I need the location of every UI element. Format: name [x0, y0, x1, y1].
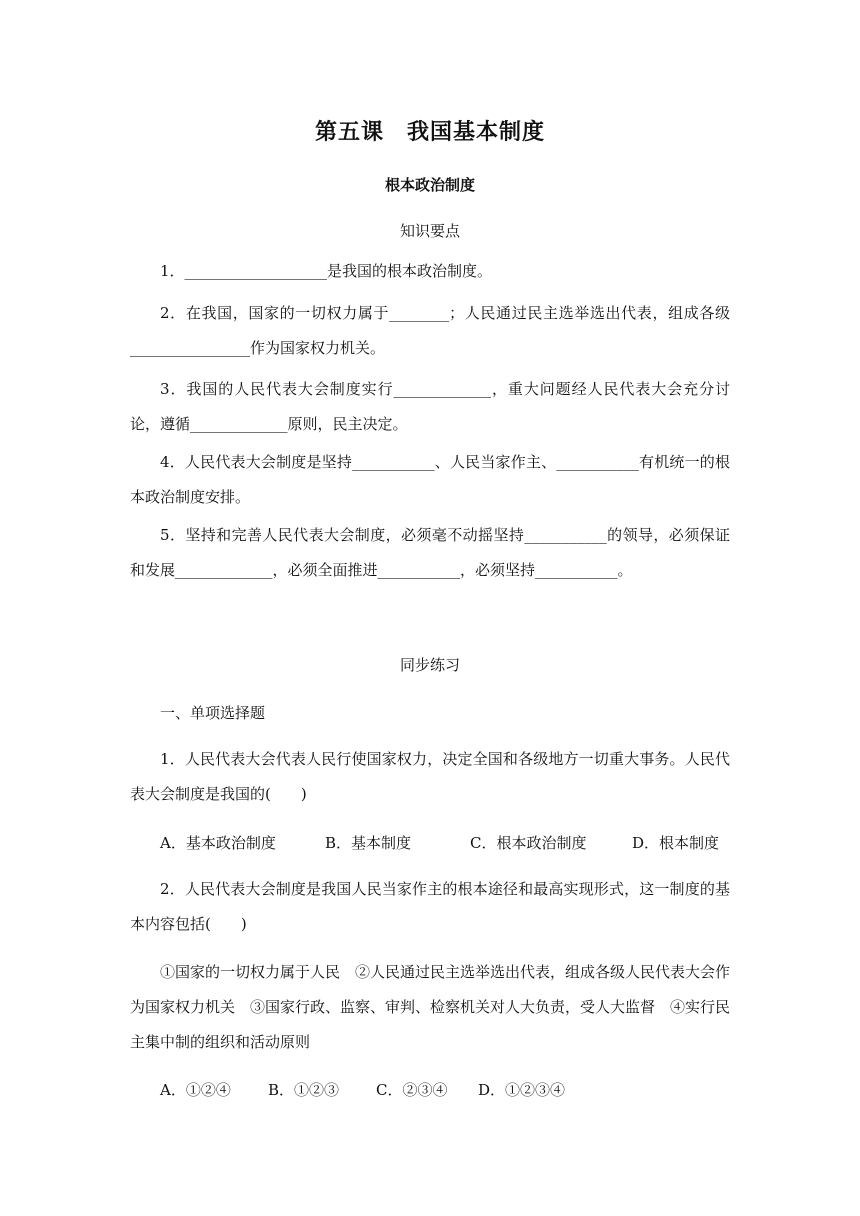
- knowledge-item-4: 4．人民代表大会制度是坚持___________、人民当家作主、___________有机统一的根本政治制度安排。: [130, 453, 730, 506]
- question-2-statements: ①国家的一切权力属于人民 ②人民通过民主选举选出代表，组成各级人民代表大会作为国家权力机关 ③国家行政、监察、审判、检察机关对人大负责，受人大监督 ④实行民主集中制的组织和活动原则: [130, 963, 731, 1051]
- question-2-options: [160, 1079, 565, 1100]
- knowledge-item-1: 1．___________________是我国的根本政治制度。: [160, 262, 493, 280]
- knowledge-item-5: 5．坚持和完善人民代表大会制度，必须毫不动摇坚持___________的领导，必须保证和发展_____________，必须全面推进___________，必须坚持___________。: [130, 526, 730, 579]
- option-c[interactable]: C．②③④: [376, 1081, 448, 1099]
- knowledge-item-3: 3．我国的人民代表大会制度实行_____________，重大问题经人民代表大会充分讨论，遵循_____________原则，民主决定。: [130, 380, 730, 433]
- option-d[interactable]: D．根本制度: [632, 834, 720, 852]
- question-2: 2．人民代表大会制度是我国人民当家作主的根本途径和最高实现形式，这一制度的基本内容包括( ): [130, 880, 730, 933]
- option-c[interactable]: C．根本政治制度: [470, 834, 587, 852]
- question-type-label: 一、单项选择题: [160, 704, 266, 722]
- option-a[interactable]: A．基本政治制度: [160, 834, 276, 852]
- option-d[interactable]: D．①②③④: [478, 1081, 566, 1099]
- question-1-options: [160, 832, 719, 853]
- section-subtitle: 根本政治制度: [384, 176, 475, 194]
- knowledge-item-2: 2．在我国，国家的一切权力属于________；人民通过民主选举选出代表，组成各级________________作为国家权力机关。: [130, 304, 730, 357]
- practice-heading: 同步练习: [399, 656, 460, 674]
- option-b[interactable]: B．①②③: [268, 1081, 340, 1099]
- option-b[interactable]: B．基本制度: [325, 834, 412, 852]
- question-1: 1．人民代表大会代表人民行使国家权力，决定全国和各级地方一切重大事务。人民代表大会制度是我国的( ): [130, 750, 730, 803]
- option-a[interactable]: A．①②④: [160, 1081, 231, 1099]
- lesson-title: 第五课 我国基本制度: [314, 120, 545, 145]
- knowledge-heading: 知识要点: [399, 222, 460, 240]
